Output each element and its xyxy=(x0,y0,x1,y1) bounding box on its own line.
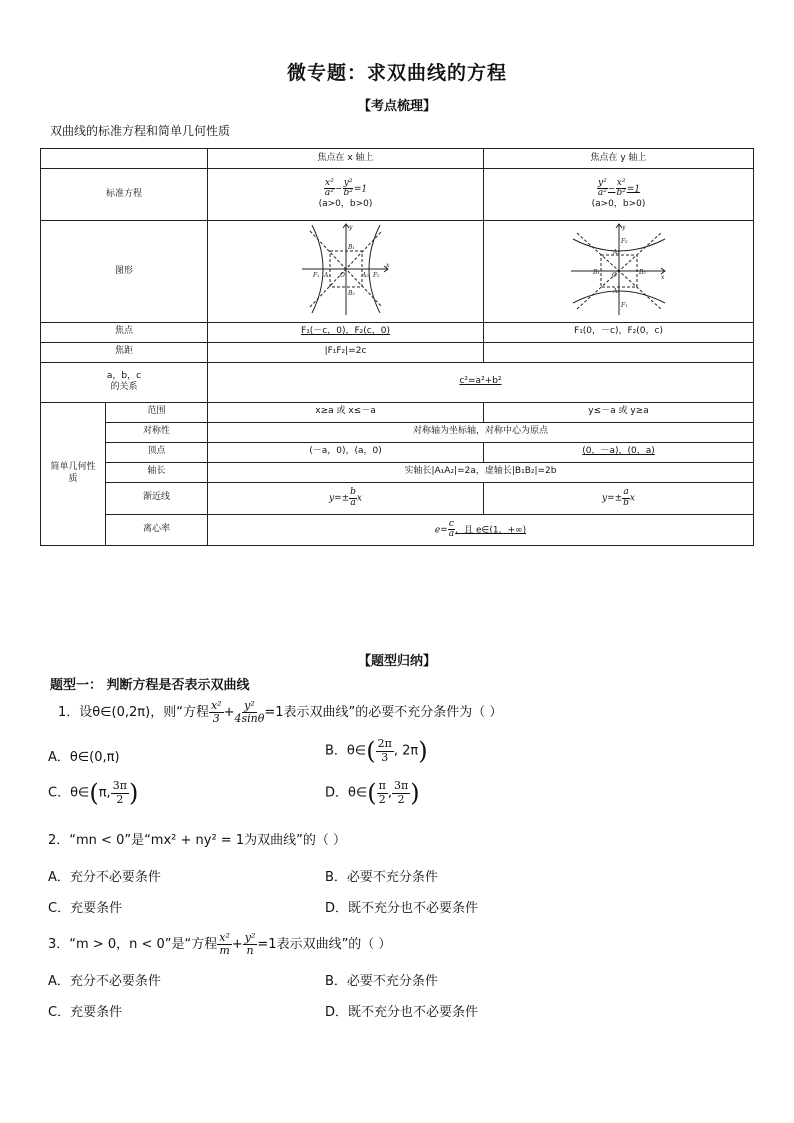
page-title: 微专题：求双曲线的方程 xyxy=(286,62,507,84)
svg-text:O: O xyxy=(611,272,617,279)
svg-text:A₁: A₁ xyxy=(612,288,620,295)
q2-option-C[interactable]: C．充要条件 xyxy=(48,901,123,916)
std-eq-y-cond: (a>0，b>0) xyxy=(591,198,646,209)
symmetry-val: 对称轴为坐标轴，对称中心为原点 xyxy=(208,422,754,442)
asymptote-x: y=± $\frac{b}{a}$ x xyxy=(208,482,484,514)
svg-text:O: O xyxy=(339,272,345,279)
vertex-x: (－a，0)，(a，0) xyxy=(208,442,484,462)
eccentricity-val: e= $\frac{c}{a}$ ，且 e∈(1，+∞) xyxy=(208,514,754,545)
svg-text:B₂: B₂ xyxy=(347,290,355,297)
row-label-focus: 焦点 xyxy=(41,322,208,342)
abc-label-line1: a，b，c xyxy=(106,370,142,381)
header-blank xyxy=(41,149,208,169)
svg-text:y: y xyxy=(348,224,352,231)
q3-option-C[interactable]: C．充要条件 xyxy=(48,1005,123,1020)
hyperbola-y-axis-figure xyxy=(569,221,669,317)
question-2: 2．“mn < 0”是“mx² + ny² = 1为双曲线”的（ ） xyxy=(48,833,346,848)
props-label-line2: 质 xyxy=(68,473,78,484)
graph-y-hyperbola xyxy=(484,221,754,323)
question-1: 1．设θ∈(0,2π)，则“方程 $\frac{\text{x²}}{3}$ + $\frac{\text{y²}}{4\sin\theta}$ =1表示双曲线”的必要不充分条件为（ ） xyxy=(58,699,503,726)
std-eq-y: $\frac{\text{y²}}{\text{a²}}$ − $\frac{\text{x²}}{\text{b²}}$ =1 (a>0，b>0) xyxy=(484,169,754,221)
row-label-standard-equation: 标准方程 xyxy=(41,169,208,221)
focal-length-val: |F₁F₂|=2c xyxy=(208,342,484,362)
props-label-line1: 简单几何性 xyxy=(50,462,96,472)
q1-option-A[interactable]: A．θ∈(0,π) xyxy=(48,750,120,765)
hyperbola-x-axis-figure xyxy=(300,221,392,317)
asymptote-y: y=± $\frac{a}{b}$ x xyxy=(484,482,754,514)
property-table xyxy=(40,148,754,546)
label-eccentricity: 离心率 xyxy=(106,514,208,545)
row-label-focal-length: 焦距 xyxy=(41,342,208,362)
q1-option-B[interactable]: B．θ∈( $\frac{2\pi}{3}$ , 2π) xyxy=(325,737,428,765)
svg-text:x: x xyxy=(660,274,664,281)
q1-stem-end: =1表示双曲线”的必要不充分条件为（ ） xyxy=(264,705,503,721)
label-asymptote: 渐近线 xyxy=(106,482,208,514)
svg-text:y: y xyxy=(621,224,625,231)
graph-x-hyperbola xyxy=(208,221,484,323)
question-type-1: 题型一： 判断方程是否表示双曲线 xyxy=(50,678,250,693)
header-y-axis: 焦点在 y 轴上 xyxy=(484,149,754,169)
abc-label-line2: 的关系 xyxy=(110,382,138,393)
std-eq-x-cond: (a>0，b>0) xyxy=(318,198,373,209)
svg-text:F₁: F₁ xyxy=(620,302,628,309)
row-label-abc xyxy=(41,362,208,402)
q1-option-C[interactable]: C．θ∈(π, $\frac{3\pi}{2}$ ) xyxy=(48,779,139,807)
abc-relation: c²=a²+b² xyxy=(208,362,754,402)
q3-stem-end: =1表示双曲线”的（ ） xyxy=(257,937,392,953)
q1-option-B-prefix: B．θ∈ xyxy=(325,743,367,759)
q3-option-A[interactable]: A．充分不必要条件 xyxy=(48,974,161,989)
q1-stem: θ∈(0,2π)，则“方程 xyxy=(92,705,209,721)
range-x: x≥a 或 x≤－a xyxy=(208,402,484,422)
ecc-suffix: ，且 e∈(1，+∞) xyxy=(455,525,527,536)
svg-text:x: x xyxy=(385,262,389,269)
q1-option-D-prefix: D．θ∈ xyxy=(325,785,368,801)
label-axis-length: 轴长 xyxy=(106,462,208,482)
section-heading-summary: 【考点梳理】 xyxy=(357,99,436,114)
axis-length-val: 实轴长|A₁A₂|=2a，虚轴长|B₁B₂|=2b xyxy=(208,462,754,482)
q3-option-D[interactable]: D．既不充分也不必要条件 xyxy=(325,1005,479,1020)
svg-text:A₂: A₂ xyxy=(361,272,369,279)
section-heading-types: 【题型归纳】 xyxy=(357,654,436,669)
q2-option-D[interactable]: D．既不充分也不必要条件 xyxy=(325,901,479,916)
range-y: y≤－a 或 y≥a xyxy=(484,402,754,422)
intro-text: 双曲线的标准方程和简单几何性质 xyxy=(50,124,231,138)
svg-text:F₁: F₁ xyxy=(312,272,320,279)
focus-x: F₁(－c，0)，F₂(c，0) xyxy=(208,322,484,342)
focus-y: F₁(0，－c)，F₂(0，c) xyxy=(484,322,754,342)
label-vertex: 顶点 xyxy=(106,442,208,462)
row-label-graph: 图形 xyxy=(41,221,208,323)
q2-option-B[interactable]: B．必要不充分条件 xyxy=(325,870,438,885)
q1-option-D[interactable]: D．θ∈( $\frac{\pi}{2}$ , $\frac{3\pi}{2}$ ) xyxy=(325,779,420,807)
svg-text:A₂: A₂ xyxy=(612,249,620,256)
svg-text:F₂: F₂ xyxy=(372,272,380,279)
svg-text:A₁: A₁ xyxy=(323,272,331,279)
svg-text:B₁: B₁ xyxy=(347,244,355,251)
svg-text:F₂: F₂ xyxy=(620,238,628,245)
label-range: 范围 xyxy=(106,402,208,422)
row-label-properties xyxy=(41,402,106,545)
svg-text:B₁: B₁ xyxy=(592,269,600,276)
header-x-axis: 焦点在 x 轴上 xyxy=(208,149,484,169)
focal-length-blank xyxy=(484,342,754,362)
q3-stem: 3．“m > 0，n < 0”是“方程 xyxy=(48,937,218,953)
label-symmetry: 对称性 xyxy=(106,422,208,442)
q3-option-B[interactable]: B．必要不充分条件 xyxy=(325,974,438,989)
std-eq-x: $\frac{\text{x²}}{\text{a²}}$ − $\frac{\text{y²}}{\text{b²}}$ =1 (a>0，b>0) xyxy=(208,169,484,221)
svg-text:B₂: B₂ xyxy=(638,269,646,276)
q1-prefix: 1．设 xyxy=(58,705,93,721)
question-3: 3．“m > 0，n < 0”是“方程 $\frac{\text{x²}}{m}$ + $\frac{\text{y²}}{n}$ =1表示双曲线”的（ ） xyxy=(48,931,392,958)
q1-option-C-prefix: C．θ∈ xyxy=(48,785,90,801)
q2-option-A[interactable]: A．充分不必要条件 xyxy=(48,870,161,885)
vertex-y: (0，－a)，(0，a) xyxy=(484,442,754,462)
